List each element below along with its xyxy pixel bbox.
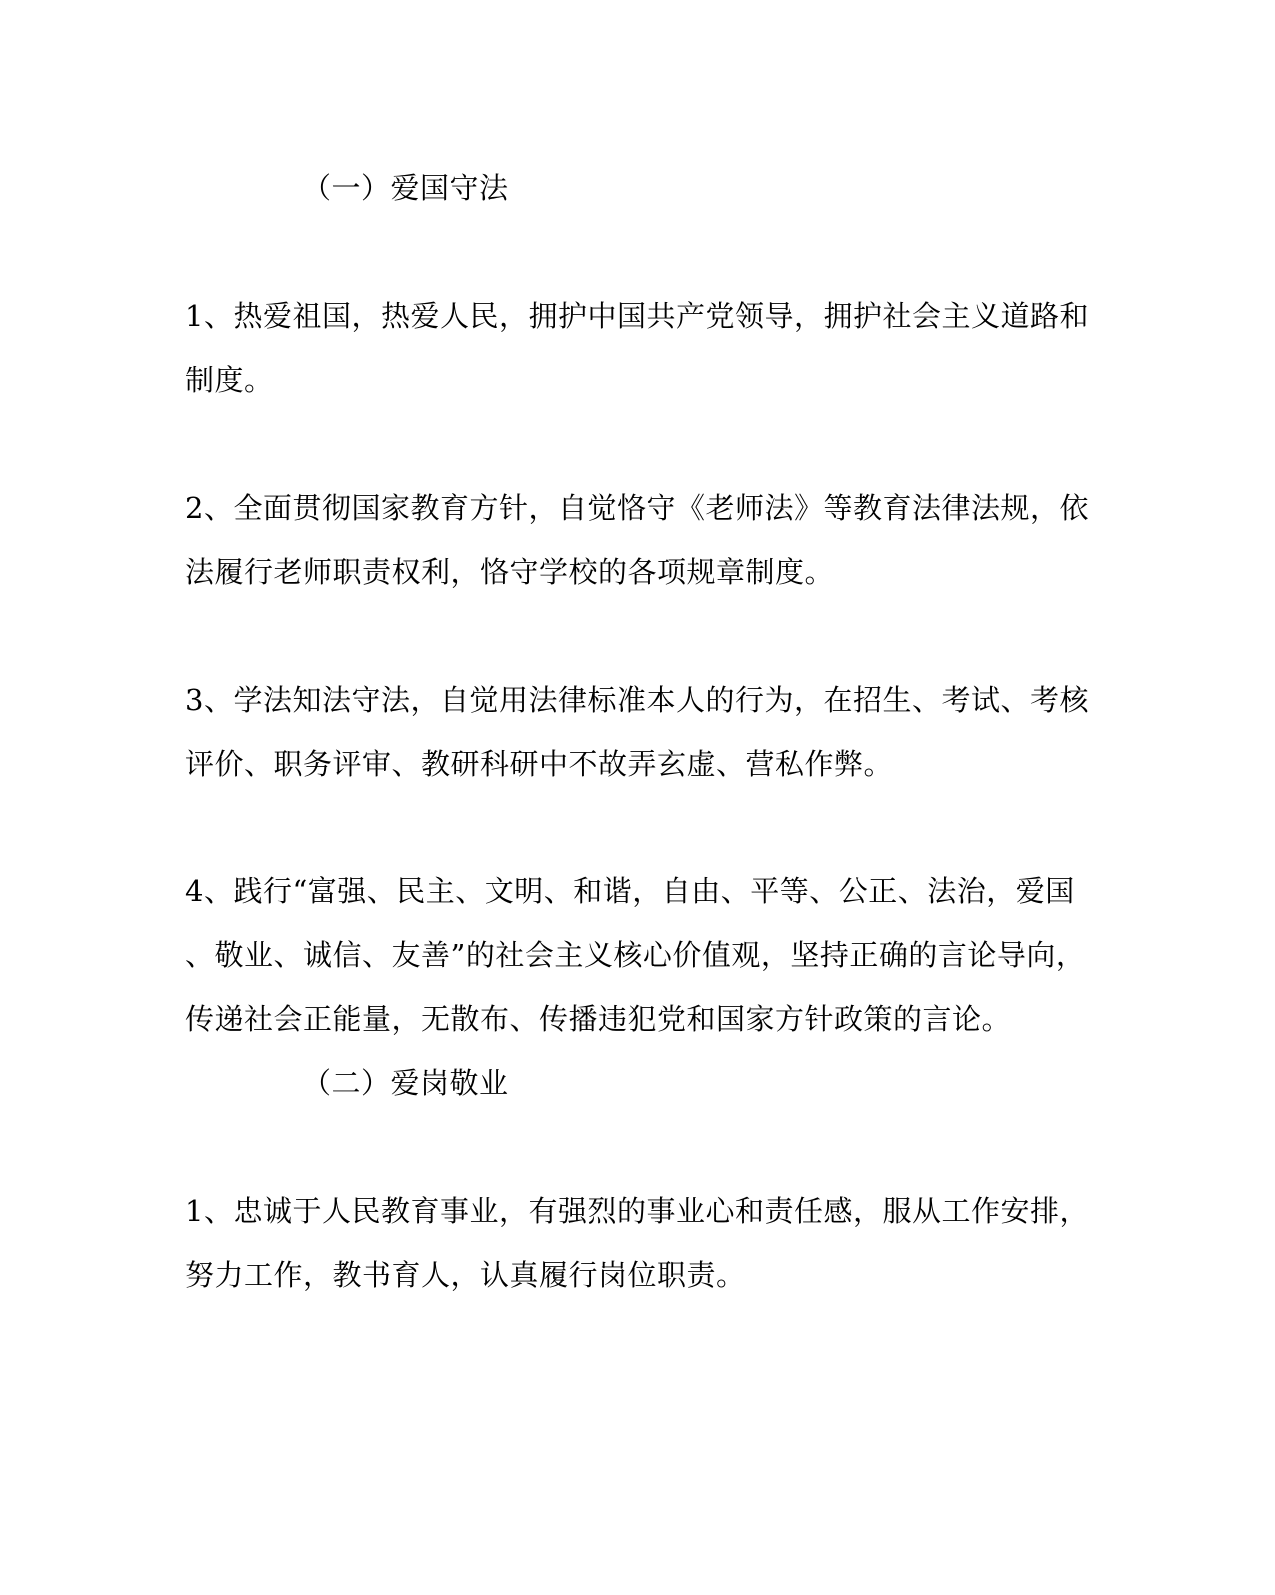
section-heading-1: （一）爱国守法	[302, 171, 509, 205]
section-heading-2: （二）爱岗敬业	[302, 1066, 509, 1100]
item-4-line-2: 、敬业、诚信、友善”的社会主义核心价值观，坚持正确的言论导向，	[185, 938, 1086, 972]
item-3-line-1: 3、学法知法守法，自觉用法律标准本人的行为，在招生、考试、考核	[185, 683, 1089, 717]
item-5-line-1: 1、忠诚于人民教育事业，有强烈的事业心和责任感，服从工作安排，	[185, 1194, 1089, 1228]
item-2-line-1: 2、全面贯彻国家教育方针，自觉恪守《老师法》等教育法律法规，依	[185, 491, 1089, 525]
item-2-line-2: 法履行老师职责权利，恪守学校的各项规章制度。	[185, 555, 835, 589]
item-4-line-3: 传递社会正能量，无散布、传播违犯党和国家方针政策的言论。	[185, 1002, 1012, 1036]
item-3-line-2: 评价、职务评审、教研科研中不故弄玄虚、营私作弊。	[185, 747, 894, 781]
item-5-line-2: 努力工作，教书育人，认真履行岗位职责。	[185, 1258, 746, 1292]
item-1-line-1: 1、热爱祖国，热爱人民，拥护中国共产党领导，拥护社会主义道路和	[185, 299, 1089, 333]
item-4-line-1: 4、践行“富强、民主、文明、和谐，自由、平等、公正、法治，爱国	[185, 874, 1075, 908]
item-1-line-2: 制度。	[185, 363, 274, 397]
